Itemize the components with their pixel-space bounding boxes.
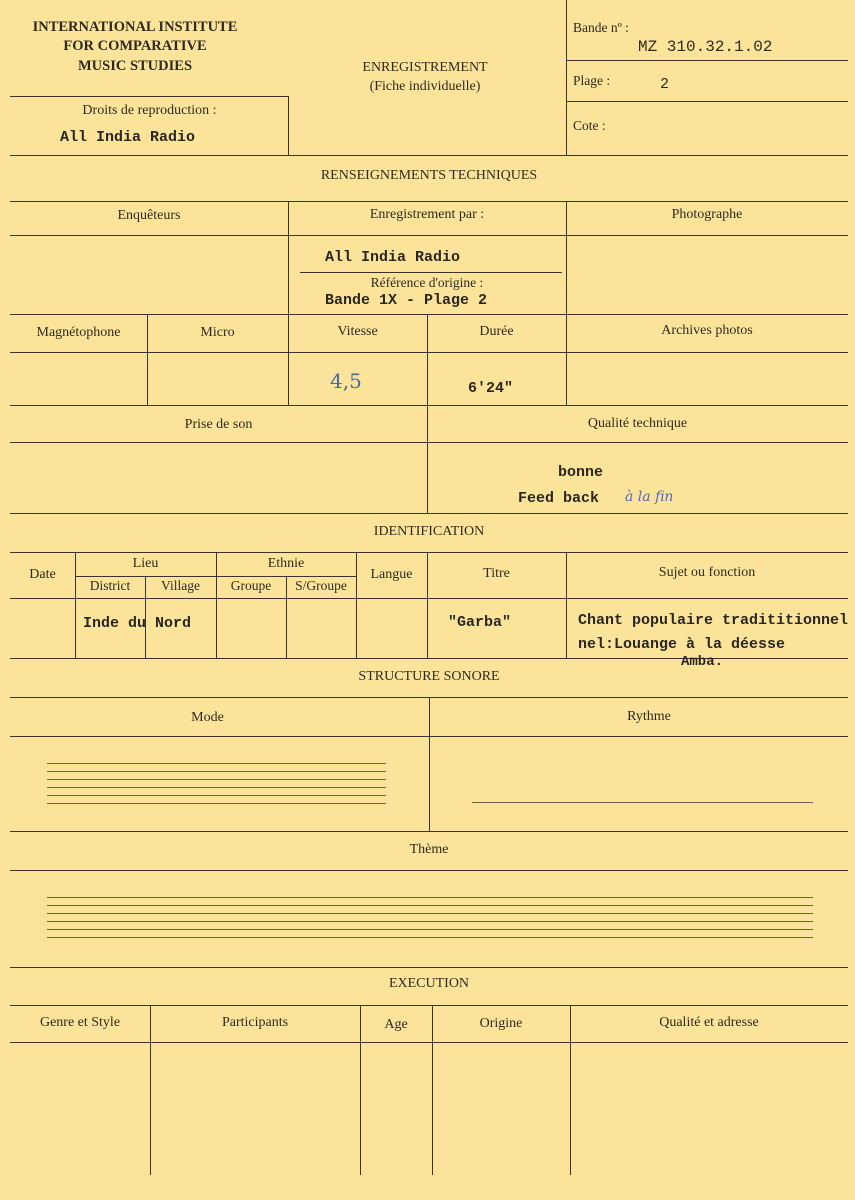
micro-label: Micro <box>200 325 235 340</box>
theme-line <box>10 870 848 871</box>
theme-rule <box>47 937 813 938</box>
theme-label: Thème <box>409 842 449 857</box>
exec-header-line <box>10 1005 848 1006</box>
qualite-adresse-label: Qualité et adresse <box>659 1015 759 1030</box>
institute-name-line3: MUSIC STUDIES <box>77 58 193 74</box>
rythme-line <box>472 802 813 803</box>
tech-row3-sub <box>10 442 848 443</box>
mode-line <box>47 771 386 772</box>
structure-bottom <box>10 831 848 832</box>
section-title-technical: RENSEIGNEMENTS TECHNIQUES <box>320 168 538 183</box>
qualite-handwritten-note: à la fin <box>625 489 674 505</box>
sujet-value-line2: nel:Louange à la déesse <box>578 636 786 653</box>
plage-underline <box>566 101 848 102</box>
form-title: ENREGISTREMENT <box>362 60 488 75</box>
sujet-value-line3: Amba. <box>681 654 724 670</box>
sgroupe-label: S/Groupe <box>295 578 347 593</box>
tech-subheader-line <box>10 235 848 236</box>
institute-name-line1: INTERNATIONAL INSTITUTE <box>32 19 238 35</box>
sujet-value-line1: Chant populaire tradititionnel <box>578 612 849 629</box>
structure-sub-line <box>10 736 848 737</box>
theme-rule <box>47 913 813 914</box>
enregistrement-value: All India Radio <box>325 249 461 266</box>
mode-line <box>47 803 386 804</box>
qualite-value-bonne: bonne <box>558 464 604 481</box>
reference-value: Bande 1X - Plage 2 <box>325 292 488 309</box>
mode-line <box>47 779 386 780</box>
theme-rule <box>47 921 813 922</box>
enqueteurs-label: Enquêteurs <box>117 208 181 223</box>
mode-line <box>47 763 386 764</box>
lieu-subline <box>75 576 356 577</box>
vitesse-value: 4,5 <box>330 369 362 393</box>
origine-label: Origine <box>479 1016 523 1031</box>
theme-rule <box>47 897 813 898</box>
mode-label: Mode <box>191 710 224 725</box>
tech-bottom <box>10 513 848 514</box>
duree-label: Durée <box>479 324 514 339</box>
sujet-label: Sujet ou fonction <box>658 565 756 580</box>
header-divider-right <box>566 0 567 155</box>
tech-header-line <box>10 201 848 202</box>
magnetophone-label: Magnétophone <box>36 325 121 340</box>
rights-top-line <box>10 96 289 97</box>
reference-label: Référence d'origine : <box>370 275 484 290</box>
qualite-value-feedback: Feed back <box>518 490 600 507</box>
titre-label: Titre <box>483 566 510 581</box>
village-label: Village <box>161 578 200 593</box>
section-title-identification: IDENTIFICATION <box>373 524 485 539</box>
mode-line <box>47 795 386 796</box>
district-label: District <box>89 578 131 593</box>
section-title-execution: EXECUTION <box>388 976 470 991</box>
reference-line <box>300 272 562 273</box>
theme-bottom <box>10 967 848 968</box>
theme-rule <box>47 905 813 906</box>
tech-row2-top <box>10 314 848 315</box>
duree-value: 6'24" <box>468 380 514 397</box>
plage-value: 2 <box>660 76 670 93</box>
plage-label: Plage : <box>573 73 611 88</box>
mode-line <box>47 787 386 788</box>
tech-row2-sub <box>10 352 848 353</box>
tech-row3-top <box>10 405 848 406</box>
groupe-label: Groupe <box>230 578 272 593</box>
archives-photos-label: Archives photos <box>661 323 753 338</box>
ident-header-line <box>10 552 848 553</box>
rights-value: All India Radio <box>60 129 196 146</box>
rights-label: Droits de reproduction : <box>82 103 217 118</box>
lieu-label: Lieu <box>132 556 159 571</box>
date-label: Date <box>29 567 56 582</box>
header-bottom-line <box>10 155 848 156</box>
participants-label: Participants <box>221 1015 289 1030</box>
langue-label: Langue <box>370 567 413 582</box>
bande-underline <box>566 60 848 61</box>
genre-style-label: Genre et Style <box>39 1015 121 1030</box>
exec-sub-line <box>10 1042 848 1043</box>
vitesse-label: Vitesse <box>337 324 378 339</box>
section-title-structure: STRUCTURE SONORE <box>358 669 500 684</box>
bande-label: Bande nº : <box>573 20 629 35</box>
lieu-value: Inde du Nord <box>83 615 192 632</box>
form-subtitle: (Fiche individuelle) <box>369 79 481 94</box>
enregistrement-label: Enregistrement par : <box>369 207 485 222</box>
titre-value: "Garba" <box>448 614 512 631</box>
ident-sub-line <box>10 598 848 599</box>
cote-label: Cote : <box>573 118 606 133</box>
age-label: Age <box>384 1017 408 1032</box>
sujet-clip <box>567 600 855 675</box>
institute-name-line2: FOR COMPARATIVE <box>63 38 207 54</box>
prise-de-son-label: Prise de son <box>184 417 253 432</box>
qualite-technique-label: Qualité technique <box>587 416 688 431</box>
ethnie-label: Ethnie <box>267 556 305 571</box>
theme-rule <box>47 929 813 930</box>
rythme-label: Rythme <box>627 709 671 724</box>
photographe-label: Photographe <box>671 207 743 222</box>
bande-value: MZ 310.32.1.02 <box>638 38 773 56</box>
